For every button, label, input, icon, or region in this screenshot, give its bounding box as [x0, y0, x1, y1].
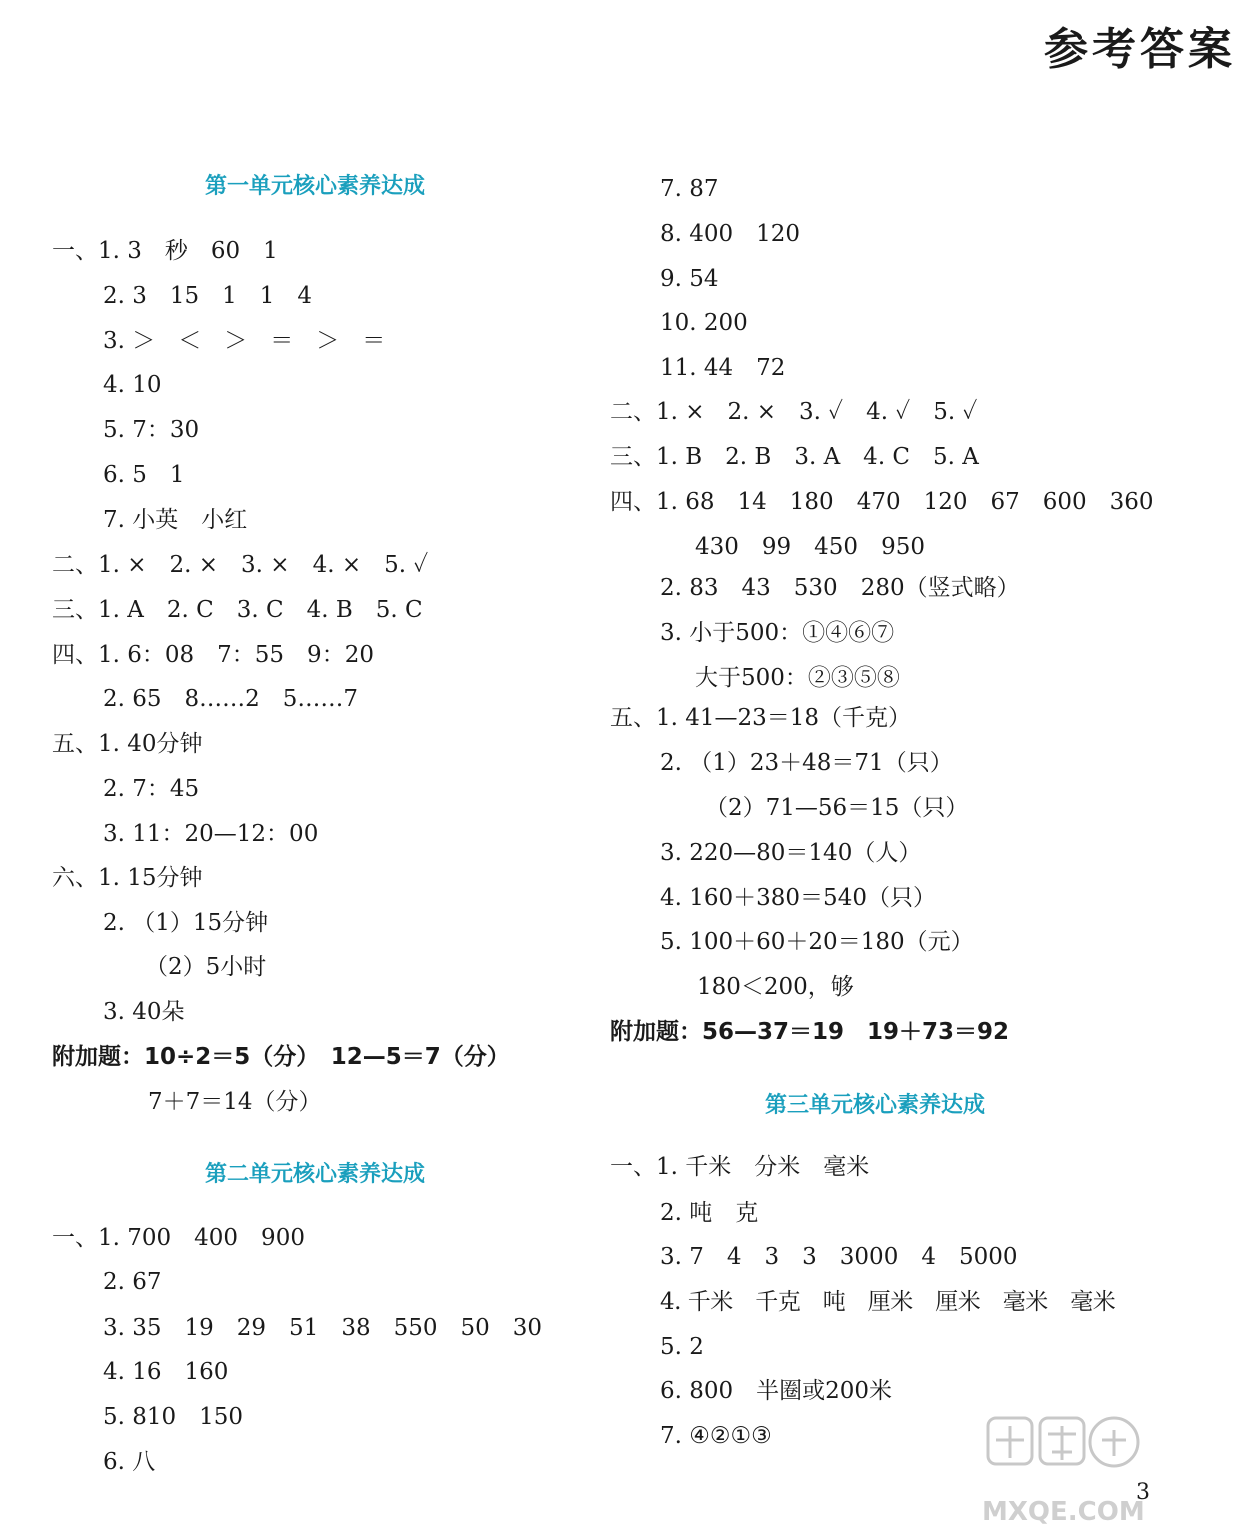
- bonus-line: 附加题：10÷2＝5（分） 12—5＝7（分）: [52, 1044, 510, 1070]
- answer-line: 一、1. 千米 分米 毫米: [610, 1154, 870, 1180]
- answer-line: 6. 八: [103, 1449, 156, 1475]
- answer-line: 五、1. 40分钟: [52, 731, 203, 757]
- answer-line: 一、1. 3 秒 60 1: [52, 238, 278, 264]
- answer-line: 四、1. 68 14 180 470 120 67 600 360: [610, 489, 1154, 515]
- answer-line: 11. 44 72: [660, 355, 786, 381]
- answer-line: 三、1. A 2. C 3. C 4. B 5. C: [52, 597, 423, 623]
- bonus-line: 附加题：56—37＝19 19＋73＝92: [610, 1019, 1010, 1045]
- unit2-heading: 第二单元核心素养达成: [204, 1162, 425, 1187]
- page-number: 3: [1136, 1480, 1150, 1505]
- answer-line: 大于500：②③⑤⑧: [695, 665, 900, 691]
- answer-line: 4. 16 160: [103, 1359, 229, 1385]
- answer-line: 3. 小于500：①④⑥⑦: [660, 620, 895, 646]
- answer-line: 3. 7 4 3 3 3000 4 5000: [660, 1244, 1018, 1270]
- svg-text:MXQE.COM: MXQE.COM: [982, 1497, 1145, 1527]
- answer-line: 2. 83 43 530 280（竖式略）: [660, 575, 1020, 601]
- answer-line: 4. 160＋380＝540（只）: [660, 885, 936, 911]
- answer-line: 6. 800 半圈或200米: [660, 1378, 893, 1404]
- answer-line: 2. （1）23＋48＝71（只）: [660, 750, 953, 776]
- answer-line: 3. ＞ ＜ ＞ ＝ ＞ ＝: [103, 328, 386, 354]
- answer-line: 三、1. B 2. B 3. A 4. C 5. A: [610, 444, 979, 470]
- answer-line: （2）71—56＝15（只）: [705, 795, 969, 821]
- answer-line: 四、1. 6：08 7：55 9：20: [52, 642, 374, 668]
- answer-line: 5. 100＋60＋20＝180（元）: [660, 929, 974, 955]
- answer-line: 3. 35 19 29 51 38 550 50 30: [103, 1315, 543, 1341]
- answer-line: 180＜200，够: [697, 974, 854, 1000]
- answer-line: 2. 67: [103, 1269, 162, 1295]
- answer-line: 五、1. 41—23＝18（千克）: [610, 705, 912, 731]
- answer-line: 8. 400 120: [660, 221, 801, 247]
- answer-line: 3. 220—80＝140（人）: [660, 840, 922, 866]
- answer-line: 3. 40朵: [103, 999, 185, 1025]
- answer-line: （2）5小时: [145, 954, 267, 980]
- answer-line: 2. 65 8……2 5……7: [103, 686, 359, 712]
- answer-line: 2. 7：45: [103, 776, 200, 802]
- answer-line: 430 99 450 950: [695, 534, 925, 560]
- unit3-heading: 第三单元核心素养达成: [764, 1093, 985, 1118]
- answer-line: 5. 2: [660, 1334, 704, 1360]
- answer-line: 六、1. 15分钟: [52, 865, 203, 891]
- answer-line: 二、1. × 2. × 3. × 4. × 5. ✓: [52, 552, 429, 578]
- answer-line: 10. 200: [660, 310, 748, 336]
- answer-line: 3. 11：20—12：00: [103, 821, 319, 847]
- answer-line: 2. 3 15 1 1 4: [103, 283, 313, 309]
- answer-line: 2. 吨 克: [660, 1200, 759, 1226]
- answer-line: 5. 810 150: [103, 1404, 244, 1430]
- answer-line: 7. ④②①③: [660, 1423, 772, 1449]
- page-title: 参考答案: [1044, 24, 1236, 75]
- answer-line: 2. （1）15分钟: [103, 910, 269, 936]
- answer-line: 一、1. 700 400 900: [52, 1225, 305, 1251]
- unit1-heading: 第一单元核心素养达成: [204, 174, 425, 199]
- watermark-logo: [982, 1410, 1152, 1532]
- answer-line: 4. 千米 千克 吨 厘米 厘米 毫米 毫米: [660, 1289, 1116, 1315]
- answer-line: 4. 10: [103, 372, 162, 398]
- answer-line: 7. 87: [660, 176, 719, 202]
- answer-line: 7. 小英 小红: [103, 507, 248, 533]
- answer-line: 5. 7：30: [103, 417, 200, 443]
- answer-line: 9. 54: [660, 266, 719, 292]
- answer-line: 7＋7＝14（分）: [148, 1089, 322, 1115]
- answer-line: 6. 5 1: [103, 462, 185, 488]
- answer-line: 二、1. × 2. × 3. ✓ 4. ✓ 5. ✓: [610, 399, 978, 425]
